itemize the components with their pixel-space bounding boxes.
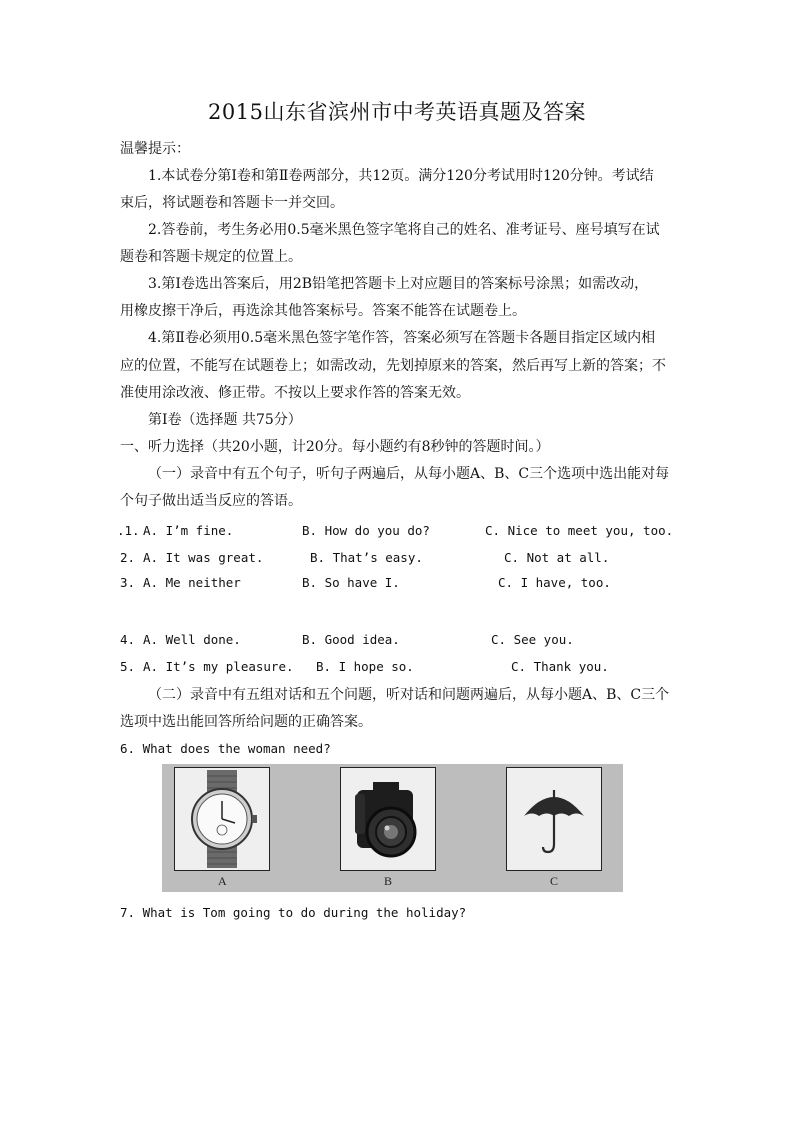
- note-2-line-1: 2.答卷前，考生务必用0.5毫米黑色签字笔将自己的姓名、准考证号、座号填写在试: [148, 222, 660, 238]
- q1-option-c: C. Nice to meet you, too.: [485, 523, 674, 538]
- q3-number: 3.: [120, 575, 136, 590]
- q1-option-b: B. How do you do?: [302, 523, 430, 538]
- q2-option-a: A. It was great.: [143, 550, 264, 565]
- option-b-label: B: [384, 874, 393, 888]
- q5-option-a: A. It’s my pleasure.: [143, 659, 294, 674]
- section1-heading: 一、听力选择（共20小题，计20分。每小题约有8秒钟的答题时间。）: [120, 439, 550, 455]
- option-a-label: A: [218, 874, 227, 888]
- page-title: 2015山东省滨州市中考英语真题及答案: [208, 100, 586, 124]
- part1-instruction-line-2: 个句子做出适当反应的答语。: [120, 493, 302, 509]
- q3-option-c: C. I have, too.: [498, 575, 611, 590]
- wristwatch-icon: [175, 768, 269, 870]
- note-4-line-1: 4.第Ⅱ卷必须用0.5毫米黑色签字笔作答，答案必须写在答题卡各题目指定区域内相: [148, 330, 656, 346]
- q4-option-b: B. Good idea.: [302, 632, 400, 647]
- part2-instruction-line-2: 选项中选出能回答所给问题的正确答案。: [120, 714, 372, 730]
- q1-number: .1.: [117, 523, 140, 538]
- umbrella-icon: [507, 768, 601, 870]
- q6-options-photo: [162, 764, 623, 892]
- q5-number: 5.: [120, 659, 136, 674]
- q5-option-c: C. Thank you.: [511, 659, 609, 674]
- volume-heading: 第Ⅰ卷（选择题 共75分）: [148, 412, 302, 428]
- note-1-line-1: 1.本试卷分第Ⅰ卷和第Ⅱ卷两部分，共12页。满分120分考试用时120分钟。考试结: [148, 168, 654, 184]
- note-4-line-3: 准使用涂改液、修正带。不按以上要求作答的答案无效。: [120, 385, 470, 401]
- q4-option-a: A. Well done.: [143, 632, 241, 647]
- note-3-line-1: 3.第Ⅰ卷选出答案后，用2B铅笔把答题卡上对应题目的答案标号涂黑；如需改动，: [148, 276, 649, 292]
- q2-option-c: C. Not at all.: [504, 550, 610, 565]
- q4-number: 4.: [120, 632, 136, 647]
- q3-option-b: B. So have I.: [302, 575, 400, 590]
- part2-instruction-line-1: （二）录音中有五组对话和五个问题，听对话和问题两遍后，从每小题A、B、C三个: [148, 687, 670, 703]
- option-c-card: [506, 767, 602, 871]
- option-a-card: [174, 767, 270, 871]
- part1-instruction-line-1: （一）录音中有五个句子，听句子两遍后，从每小题A、B、C三个选项中选出能对每: [148, 466, 670, 482]
- q2-option-b: B. That’s easy.: [310, 550, 423, 565]
- note-2-line-2: 题卷和答题卡规定的位置上。: [120, 249, 302, 265]
- q3-option-a: A. Me neither: [143, 575, 241, 590]
- q1-option-a: A. I’m fine.: [143, 523, 234, 538]
- option-c-label: C: [550, 874, 559, 888]
- q2-number: 2.: [120, 550, 136, 565]
- option-b-card: [340, 767, 436, 871]
- camera-icon: [341, 768, 435, 870]
- q5-option-b: B. I hope so.: [316, 659, 414, 674]
- reminder-heading: 温馨提示：: [120, 141, 190, 157]
- note-4-line-2: 应的位置，不能写在试题卷上；如需改动，先划掉原来的答案，然后再写上新的答案；不: [120, 358, 666, 374]
- note-3-line-2: 用橡皮擦干净后，再选涂其他答案标号。答案不能答在试题卷上。: [120, 303, 526, 319]
- q7-question: 7. What is Tom going to do during the holiday?: [120, 905, 467, 920]
- q6-question: 6. What does the woman need?: [120, 741, 331, 756]
- note-1-line-2: 束后，将试题卷和答题卡一并交回。: [120, 195, 344, 211]
- q4-option-c: C. See you.: [491, 632, 574, 647]
